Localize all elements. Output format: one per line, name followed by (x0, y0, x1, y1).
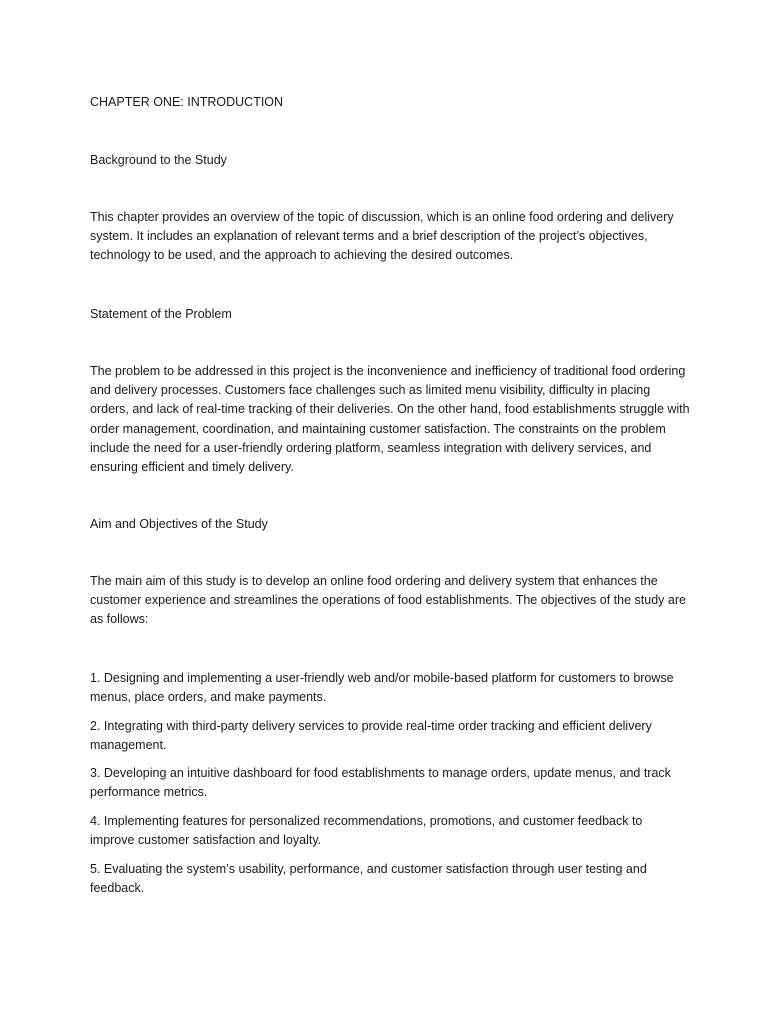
section-heading-aim: Aim and Objectives of the Study (90, 517, 268, 531)
objective-item: 2. Integrating with third-party delivery services to provide real-time order tracking and efficient delivery management. (90, 719, 652, 753)
objective-item: 1. Designing and implementing a user-friendly web and/or mobile-based platform for customers to browse menus, place orders, and make payments. (90, 671, 674, 705)
paragraph-background: This chapter provides an overview of the topic of discussion, which is an online food ordering and delivery system. It includes an explanation of relevant terms and a brief description of the project’s objectives, technology to be used, and the approach to achieving the desired outcomes. (90, 210, 674, 263)
paragraph-aim: The main aim of this study is to develop an online food ordering and delivery system that enhances the customer experience and streamlines the operations of food establishments. The objectives of the study are as follows: (90, 574, 686, 627)
chapter-title: CHAPTER ONE: INTRODUCTION (90, 95, 284, 109)
objective-item: 3. Developing an intuitive dashboard for food establishments to manage orders, update menus, and track performance metrics. (90, 766, 671, 800)
paragraph-problem: The problem to be addressed in this project is the inconvenience and inefficiency of traditional food ordering and delivery processes. Customers face challenges such as limited menu visibility, difficulty in placing orders, and lack of real-time tracking of their deliveries. On the other hand, food establishments struggle with order management, coordination, and maintaining customer satisfaction. The constraints on the problem include the need for a user-friendly ordering platform, seamless integration with delivery services, and ensuring efficient and timely delivery. (90, 364, 690, 475)
section-heading-problem: Statement of the Problem (90, 307, 232, 321)
objective-item: 5. Evaluating the system’s usability, performance, and customer satisfaction through user testing and feedback. (90, 862, 647, 896)
section-heading-background: Background to the Study (90, 153, 227, 167)
objective-item: 4. Implementing features for personalized recommendations, promotions, and customer feedback to improve customer satisfaction and loyalty. (90, 814, 643, 848)
